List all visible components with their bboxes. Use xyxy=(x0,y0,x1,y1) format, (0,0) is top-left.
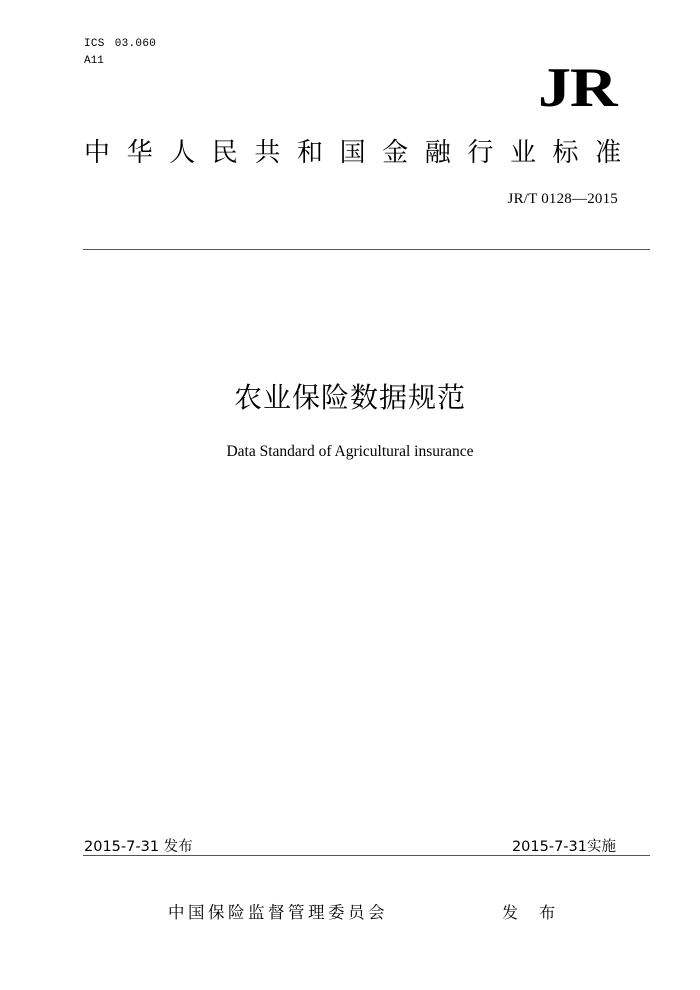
issue-label: 发 布 xyxy=(502,903,564,922)
document-title: 农业保险数据规范 xyxy=(233,381,466,414)
title-char: 民 xyxy=(211,138,238,168)
standard-number: JR/T 0128—2015 xyxy=(507,191,618,207)
title-char: 共 xyxy=(254,138,281,168)
publish-date: 2015-7-31 发布 xyxy=(84,839,193,855)
ics-label: ICS xyxy=(84,38,105,50)
ics-line xyxy=(84,37,156,51)
title-char: 人 xyxy=(169,138,196,168)
title-char: 标 xyxy=(552,138,579,168)
title-char: 业 xyxy=(509,138,536,168)
title-char: 中 xyxy=(84,138,111,168)
issuing-authority: 中国保险监督管理委员会 xyxy=(168,903,388,922)
title-char: 金 xyxy=(382,138,409,168)
title-char: 行 xyxy=(467,138,494,168)
standard-category-title xyxy=(84,136,640,170)
implementation-date: 2015-7-31实施 xyxy=(511,839,616,855)
jr-logo: JR xyxy=(537,57,616,119)
document-subtitle: Data Standard of Agricultural insurance xyxy=(226,443,474,460)
ics-code: 03.060 xyxy=(114,38,157,50)
title-char: 融 xyxy=(424,138,451,168)
date-divider xyxy=(83,855,650,856)
header-divider xyxy=(83,249,650,250)
title-char: 国 xyxy=(339,138,366,168)
classification-code: A11 xyxy=(84,55,104,67)
title-char: 华 xyxy=(126,138,153,168)
title-char: 和 xyxy=(296,138,323,168)
title-char: 准 xyxy=(595,138,622,168)
